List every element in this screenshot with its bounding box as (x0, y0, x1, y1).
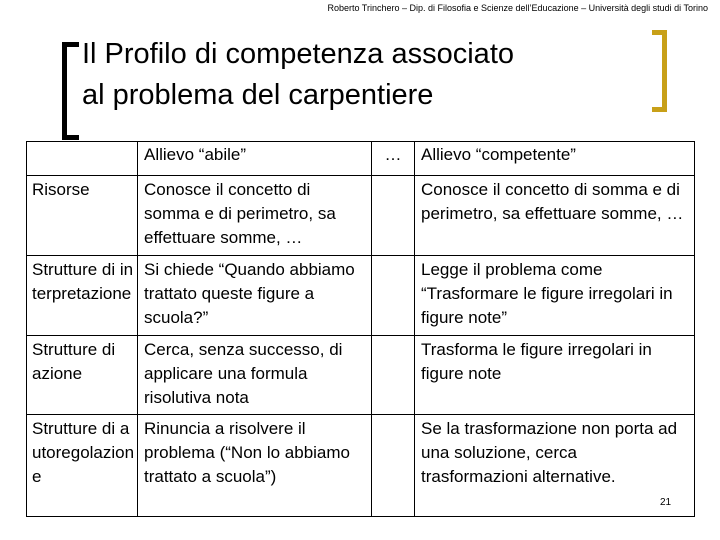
slide-header: Roberto Trinchero – Dip. di Filosofia e Scienze dell’Educazione – Università degli studi di Torino (327, 3, 708, 13)
row-gap-cell (372, 176, 415, 256)
row-competente-cell: Se la trasformazione non porta ad una soluzione, cerca trasformazioni alternative. (415, 415, 695, 517)
row-gap-cell (372, 415, 415, 517)
row-label-cell: Strutture di autoregolazione (27, 415, 138, 517)
slide-title (82, 34, 514, 116)
row-competente-cell: Conosce il concetto di somma e di perimetro, sa effettuare somme, … (415, 176, 695, 256)
row-gap-cell (372, 256, 415, 336)
row-competente-cell: Legge il problema come “Trasformare le figure irregolari in figure note” (415, 256, 695, 336)
row-label-cell: Risorse (27, 176, 138, 256)
table-header-row (27, 142, 695, 176)
table-row (27, 256, 695, 336)
right-bracket-decoration (652, 30, 667, 112)
row-label-cell: Strutture di interpretazione (27, 256, 138, 336)
row-abile-cell: Rinuncia a risolvere il problema (“Non lo abbiamo trattato a scuola”) (138, 415, 372, 517)
header-label-cell (27, 142, 138, 176)
slide-title-line-2: al problema del carpentiere (82, 79, 434, 111)
table-row (27, 415, 695, 517)
header-competente-cell: Allievo “competente” (415, 142, 695, 176)
competence-profile-table (26, 141, 695, 517)
row-gap-cell (372, 336, 415, 415)
left-bracket-decoration (62, 42, 79, 140)
table-row (27, 336, 695, 415)
header-abile-cell: Allievo “abile” (138, 142, 372, 176)
header-gap-cell: … (372, 142, 415, 176)
slide-title-line-1: Il Profilo di competenza associato (82, 38, 514, 70)
row-abile-cell: Si chiede “Quando abbiamo trattato queste figure a scuola?” (138, 256, 372, 336)
row-abile-cell: Cerca, senza successo, di applicare una formula risolutiva nota (138, 336, 372, 415)
page-number: 21 (660, 497, 672, 508)
row-competente-cell: Trasforma le figure irregolari in figure note (415, 336, 695, 415)
row-label-cell: Strutture di azione (27, 336, 138, 415)
table-row (27, 176, 695, 256)
row-abile-cell: Conosce il concetto di somma e di perimetro, sa effettuare somme, … (138, 176, 372, 256)
